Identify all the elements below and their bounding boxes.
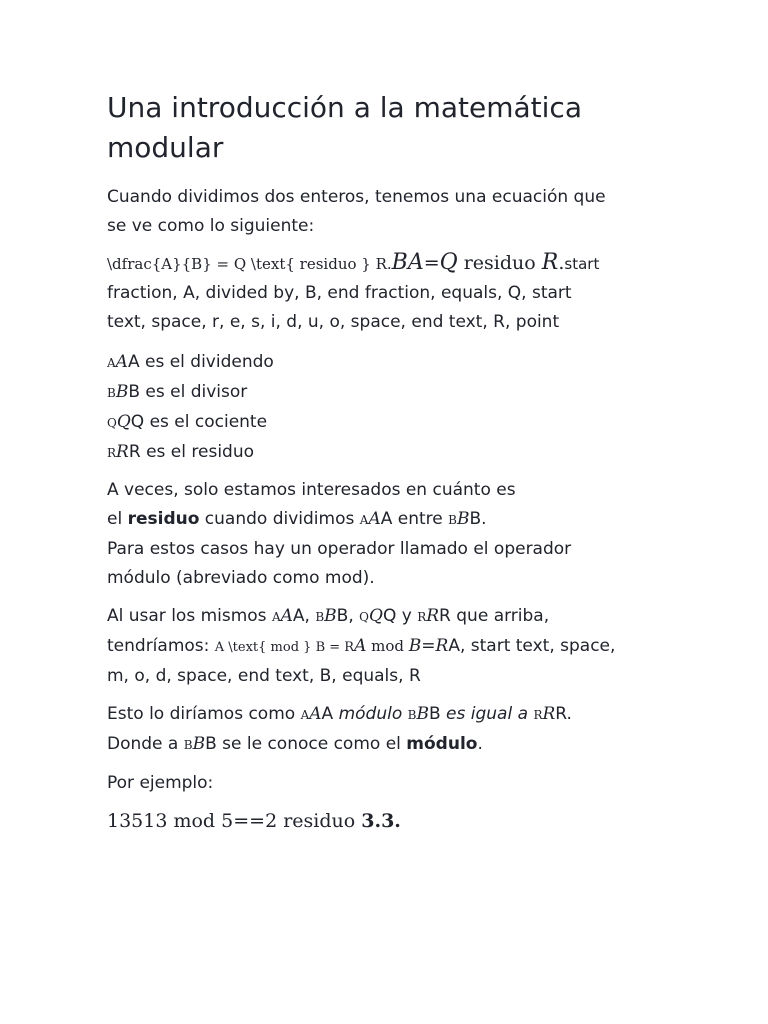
modulo-reading-line-1: Esto lo diríamos como AAA módulo BBB es igual a RRR. (107, 704, 572, 724)
modulo-intro-line-2: el residuo cuando dividimos AAA entre BBB. (107, 509, 487, 529)
equation-dot: . (558, 252, 565, 274)
definition-divisor: BBB es el divisor (107, 382, 248, 402)
equation-line-1 (107, 250, 600, 275)
example-result: 3.3. (361, 810, 401, 832)
equation-fraction-ba: BA (391, 250, 424, 275)
equation-q: Q (439, 250, 458, 275)
modulo-intro-line-1: A veces, solo estamos interesados en cuánto es (107, 480, 516, 500)
definition-cociente: QQQ es el cociente (107, 412, 268, 432)
example-equation (107, 806, 401, 836)
definitions-list (107, 348, 687, 468)
modulo-latex-source: A \text{ mod } B = R (214, 640, 355, 655)
modulo-reading-paragraph (107, 700, 687, 760)
modulo-notation-line-1: Al usar los mismos AAA, BBB, QQQ y RRR que arriba, (107, 606, 550, 626)
modulo-intro-line-3: Para estos casos hay un operador llamado el operador (107, 539, 572, 559)
modulo-notation-line-3: m, o, d, space, end text, B, equals, R (107, 666, 421, 686)
equation-residuo-text: residuo (457, 252, 542, 274)
ejemplo-label: Por ejemplo: (107, 773, 214, 793)
modulo-notation-paragraph (107, 602, 687, 691)
equation-equals: = (423, 252, 440, 274)
equation-latex-source: \dfrac{A}{B} = Q \text{ residuo } R. (107, 255, 392, 273)
equation-aria-start: start (564, 255, 600, 273)
intro-line-1: Cuando dividimos dos enteros, tenemos una ecuación que (107, 187, 606, 207)
title-line-1: Una introducción a la matemática (107, 91, 582, 124)
example-text: 13513 mod 5==2 residuo (107, 810, 362, 832)
equation-aria-line-3: text, space, r, e, s, i, d, u, o, space, end text, R, point (107, 312, 560, 332)
definition-residuo: RRR es el residuo (107, 442, 255, 462)
equation-aria-line-2: fraction, A, divided by, B, end fraction, equals, Q, start (107, 283, 572, 303)
residuo-bold: residuo (127, 509, 200, 529)
intro-paragraph (107, 183, 687, 241)
page-title (107, 88, 707, 168)
modulo-intro-line-4: módulo (abreviado como mod). (107, 568, 375, 588)
modulo-notation-line-2: tendríamos: A \text{ mod } B = RA mod B=RA, start text, space, (107, 636, 616, 656)
title-line-2: modular (107, 131, 224, 164)
modulo-reading-line-2: Donde a BBB se le conoce como el módulo. (107, 734, 483, 754)
equation-block (107, 248, 687, 337)
modulo-bold: módulo (406, 734, 478, 754)
intro-line-2: se ve como lo siguiente: (107, 216, 315, 236)
modulo-intro-paragraph (107, 476, 687, 593)
equation-r: R (541, 250, 559, 275)
definition-dividendo: AAA es el dividendo (107, 352, 274, 372)
